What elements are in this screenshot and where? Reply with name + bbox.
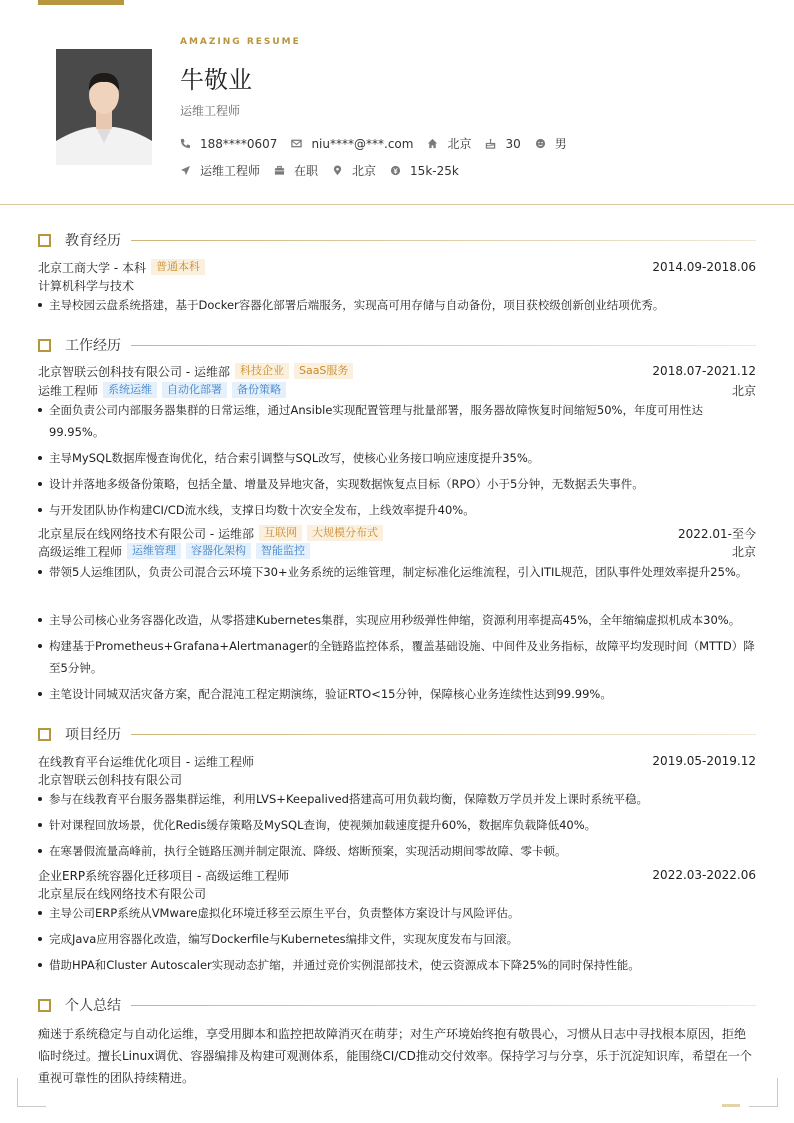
school-tag: 普通本科 [151,259,205,275]
project-date: 2022.03-2022.06 [652,868,756,882]
brand-label: AMAZING RESUME [180,37,301,47]
skill-tag: 系统运维 [103,382,157,398]
work-date: 2022.01-至今 [678,526,756,541]
section-marker-icon [38,339,51,352]
section-marker-icon [38,999,51,1012]
list-item: 全面负责公司内部服务器集群的日常运维，通过Ansible实现配置管理与批量部署，服务器故障恢复时间缩短50%，年度可用性达99.95%。 [38,399,756,443]
project-company: 北京星辰在线网络技术有限公司 [38,886,207,901]
mail-icon [291,138,302,149]
list-item: 与开发团队协作构建CI/CD流水线，支撑日均数十次安全发布，上线效率提升40%。 [38,499,756,521]
list-item: 主导校园云盘系统搭建，基于Docker容器化部署后端服务，实现高可用存储与自动备份，项目获校级创新创业结项优秀。 [38,294,756,316]
list-item: 主导公司ERP系统从VMware虚拟化环境迁移至云原生平台，负责整体方案设计与风险评估。 [38,902,756,924]
education-header [38,259,756,275]
project-company-row [38,885,756,901]
section-line [131,240,756,241]
major: 计算机科学与技术 [38,278,135,293]
section-line [131,1005,756,1006]
briefcase-icon [274,165,285,176]
work-header [38,525,756,541]
list-item: 针对课程回放场景，优化Redis缓存策略及MySQL查询，使视频加载速度提升60%，数据库负载降低40%。 [38,814,756,836]
school-name: 北京工商大学 - 本科 [38,260,146,275]
skill-tag: 运维管理 [127,543,181,559]
top-accent-bar [38,0,124,5]
work-header [38,363,756,379]
skill-tag: 自动化部署 [162,382,227,398]
section-marker-icon [38,234,51,247]
project-name: 在线教育平台运维优化项目 - 运维工程师 [38,754,254,769]
city-text: 北京 [447,137,472,151]
company-tag: 科技企业 [235,363,289,379]
work-status-text: 在职 [294,164,319,178]
avatar [56,49,152,165]
list-item: 完成Java应用容器化改造，编写Dockerfile与Kubernetes编排文件，实现灰度发布与回滚。 [38,928,756,950]
project-name: 企业ERP系统容器化迁移项目 - 高级运维工程师 [38,868,290,883]
section-projects [38,725,756,743]
project-company: 北京智联云创科技有限公司 [38,772,183,787]
company-tag: 大规模分布式 [307,525,383,541]
intent-city-text: 北京 [352,164,377,178]
section-title: 工作经历 [65,338,121,354]
summary-text: 痴迷于系统稳定与自动化运维，享受用脚本和监控把故障消灭在萌芽；对生产环境始终抱有敬畏心，习惯从日志中寻找根本原因，拒绝临时绕过。擅长Linux调优、容器编排及构建可观测体系，能围绕CI/CD推动交付效率。保持学习与分享，乐于沉淀知识库，希望在一个重视可靠性的团队持续精进。 [38,1027,752,1085]
section-title: 项目经历 [65,727,121,743]
section-marker-icon [38,728,51,741]
phone-icon [180,138,191,149]
list-item: 带领5人运维团队，负责公司混合云环境下30+业务系统的运维管理，制定标准化运维流程，引入ITIL规范，团队事件处理效率提升25%。 [38,561,756,583]
cake-icon [485,138,496,149]
company-tag: SaaS服务 [294,363,353,379]
skill-tag: 备份策略 [232,382,286,398]
contact-row [180,135,581,152]
header-divider [0,204,794,205]
intent-position-text: 运维工程师 [200,164,261,178]
section-line [131,734,756,735]
phone-text: 188****0607 [200,136,278,151]
location-icon [332,165,343,176]
work-role-row [38,543,756,559]
section-work [38,336,756,354]
role-name: 高级运维工程师 [38,544,123,559]
footer-accent [722,1104,740,1107]
job-intent-row [180,162,473,179]
list-item: 借助HPA和Cluster Autoscaler实现动态扩缩，并通过竞价实例混部技术，使云资源成本下降25%的同时保持性能。 [38,954,756,976]
gender-icon [535,138,546,149]
company-name: 北京智联云创科技有限公司 - 运维部 [38,364,230,379]
email-text: niu****@***.com [311,136,414,151]
company-name: 北京星辰在线网络技术有限公司 - 运维部 [38,526,254,541]
money-icon [390,165,401,176]
company-tag: 互联网 [259,525,302,541]
age-text: 30 [505,136,521,151]
section-title: 个人总结 [65,998,121,1014]
candidate-name: 牛敬业 [180,66,252,94]
list-item: 主导MySQL数据库慢查询优化，结合索引调整与SQL改写，使核心业务接口响应速度提升35%。 [38,447,756,469]
list-item: 构建基于Prometheus+Grafana+Alertmanager的全链路监控体系，覆盖基础设施、中间件及业务指标，故障平均发现时间（MTTD）降至5分钟。 [38,635,756,679]
project-company-row [38,771,756,787]
section-line [131,345,756,346]
send-icon [180,165,191,176]
skill-tag: 智能监控 [256,543,310,559]
candidate-title: 运维工程师 [180,104,241,118]
section-summary [38,996,756,1014]
project-date: 2019.05-2019.12 [652,754,756,768]
list-item: 在寒暑假流量高峰前，执行全链路压测并制定限流、降级、熔断预案，实现活动期间零故障、零卡顿。 [38,840,756,862]
project-header [38,753,756,769]
section-title: 教育经历 [65,233,121,249]
section-education [38,231,756,249]
list-item: 主导公司核心业务容器化改造，从零搭建Kubernetes集群，实现应用秒级弹性伸缩，资源利用率提高45%，全年缩编虚拟机成本30%。 [38,609,756,631]
work-city: 北京 [731,544,756,559]
corner-decoration [749,1078,778,1107]
work-city: 北京 [731,383,756,398]
education-major-row [38,277,756,293]
list-item: 主笔设计同城双活灾备方案，配合混沌工程定期演练，验证RTO<15分钟，保障核心业务连续性达到99.99%。 [38,683,756,705]
role-name: 运维工程师 [38,383,99,398]
project-header [38,867,756,883]
home-icon [427,138,438,149]
salary-text: 15k-25k [410,163,459,178]
work-date: 2018.07-2021.12 [652,364,756,378]
corner-decoration [17,1078,46,1107]
education-date: 2014.09-2018.06 [652,260,756,274]
skill-tag: 容器化架构 [186,543,251,559]
gender-text: 男 [554,137,567,151]
list-item: 参与在线教育平台服务器集群运维，利用LVS+Keepalived搭建高可用负载均衡，保障数万学员并发上课时系统平稳。 [38,788,756,810]
list-item: 设计并落地多级备份策略，包括全量、增量及异地灾备，实现数据恢复点目标（RPO）小于5分钟，无数据丢失事件。 [38,473,756,495]
work-role-row [38,382,756,398]
